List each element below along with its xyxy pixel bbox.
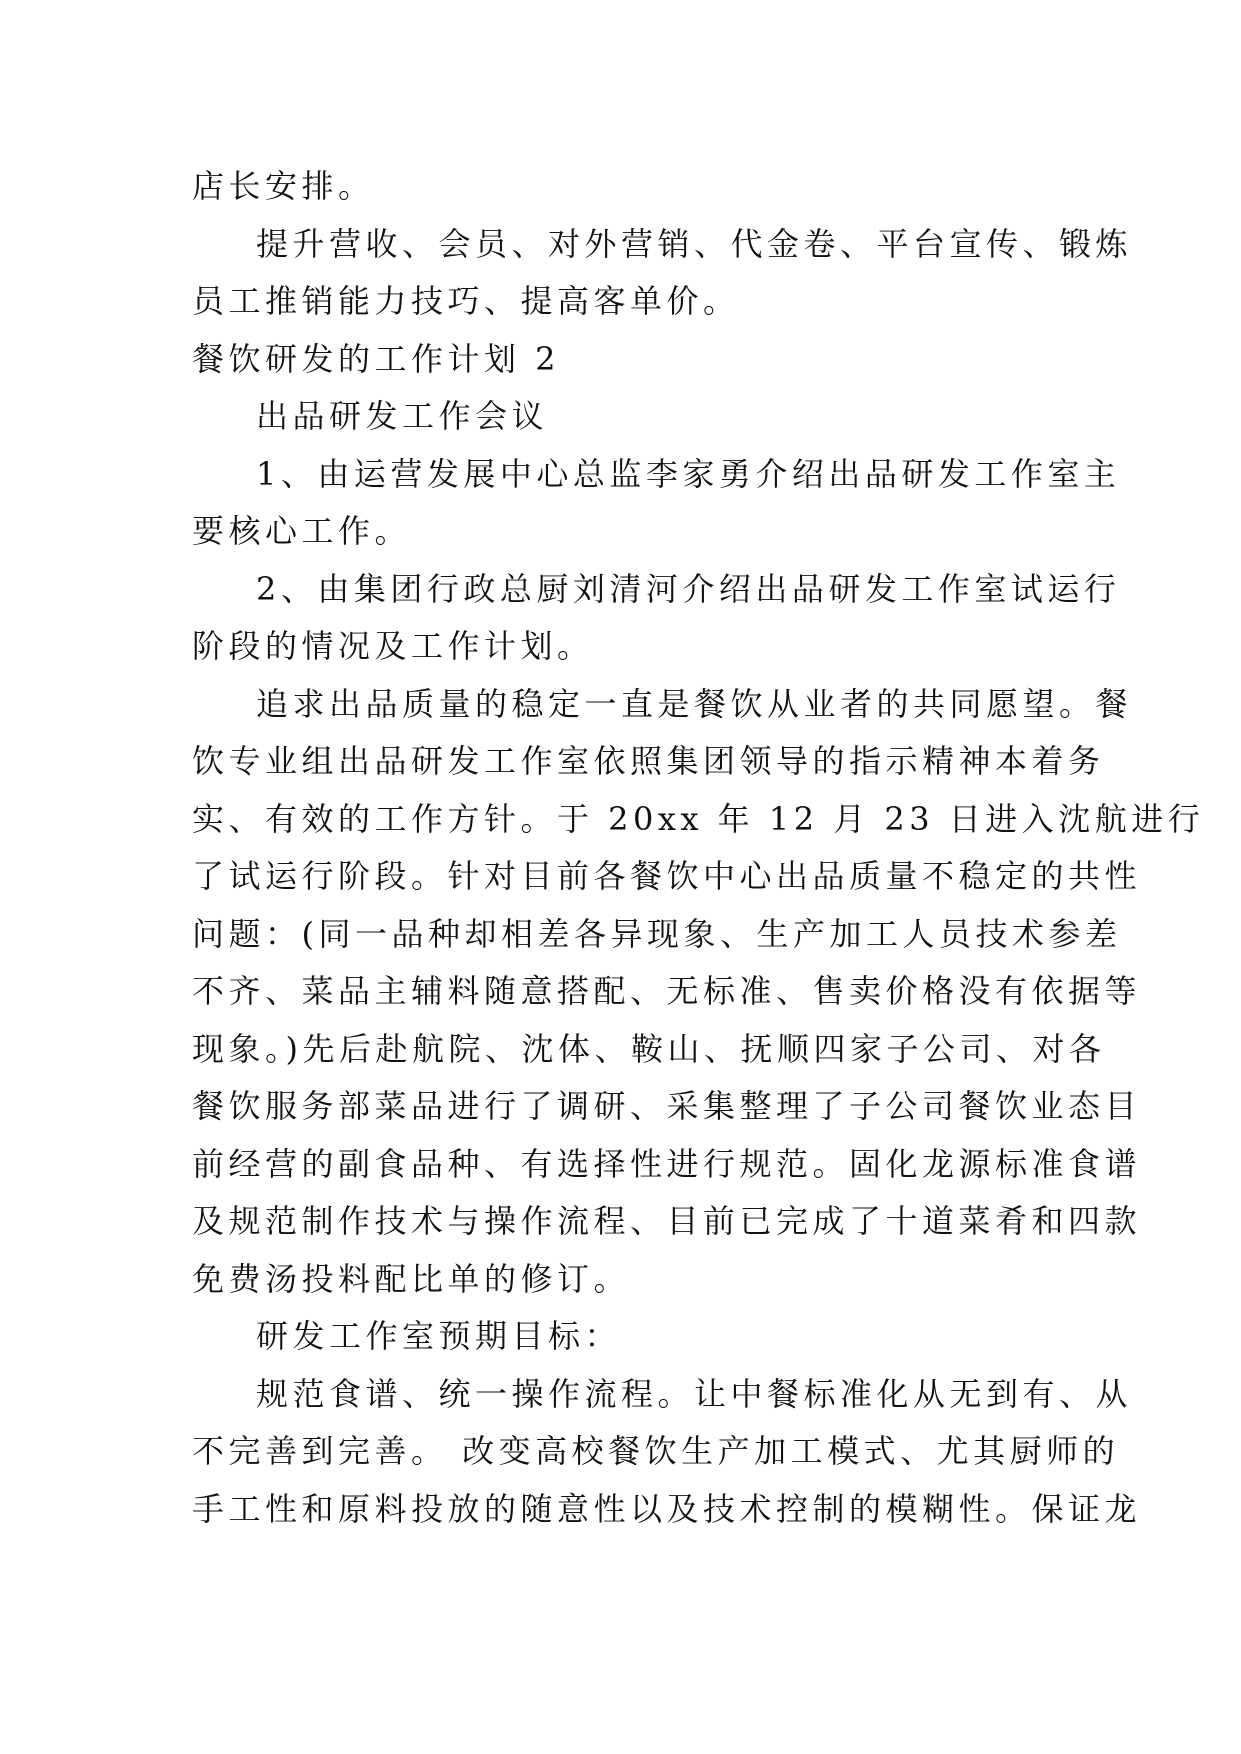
text-line: 餐饮服务部菜品进行了调研、采集整理了子公司餐饮业态目	[192, 1087, 1142, 1125]
document-body	[192, 158, 1205, 1538]
text-line: 店长安排。	[192, 167, 375, 205]
text-line: 追求出品质量的稳定一直是餐饮从业者的共同愿望。餐	[256, 684, 1133, 723]
text-line: 现象。)先后赴航院、沈体、鞍山、抚顺四家子公司、对各	[192, 1029, 1106, 1068]
text-line: 实、有效的工作方针。于 20xx 年 12 月 23 日进入沈航进行	[192, 799, 1205, 838]
text-line: 问题：(同一品种却相差各异现象、生产加工人员技术参差	[192, 914, 1122, 953]
text-line: 不完善到完善。 改变高校餐饮生产加工模式、尤其厨师的	[192, 1432, 1120, 1470]
text-line: 了试运行阶段。针对目前各餐饮中心出品质量不稳定的共性	[192, 857, 1142, 895]
text-line: 手工性和原料投放的随意性以及技术控制的模糊性。保证龙	[192, 1489, 1142, 1528]
text-line: 前经营的副食品种、有选择性进行规范。固化龙源标准食谱	[192, 1144, 1142, 1183]
text-line: 免费汤投料配比单的修订。	[192, 1259, 631, 1298]
text-line: 不齐、菜品主辅料随意搭配、无标准、售卖价格没有依据等	[192, 972, 1142, 1010]
text-line: 1、由运营发展中心总监李家勇介绍出品研发工作室主	[256, 454, 1121, 493]
text-line: 要核心工作。	[192, 512, 412, 550]
text-line: 研发工作室预期目标：	[256, 1317, 622, 1355]
text-line: 餐饮研发的工作计划 2	[192, 339, 561, 378]
text-line: 及规范制作技术与操作流程、目前已完成了十道菜肴和四款	[192, 1202, 1142, 1240]
text-line: 2、由集团行政总厨刘清河介绍出品研发工作室试运行	[256, 569, 1121, 608]
text-line: 提升营收、会员、对外营销、代金卷、平台宣传、锻炼	[256, 224, 1133, 263]
text-line: 规范食谱、统一操作流程。让中餐标准化从无到有、从	[256, 1374, 1133, 1413]
text-line: 饮专业组出品研发工作室依照集团领导的指示精神本着务	[192, 742, 1105, 780]
text-line: 阶段的情况及工作计划。	[192, 627, 594, 665]
text-line: 员工推销能力技巧、提高客单价。	[192, 282, 740, 320]
text-line: 出品研发工作会议	[256, 397, 549, 435]
